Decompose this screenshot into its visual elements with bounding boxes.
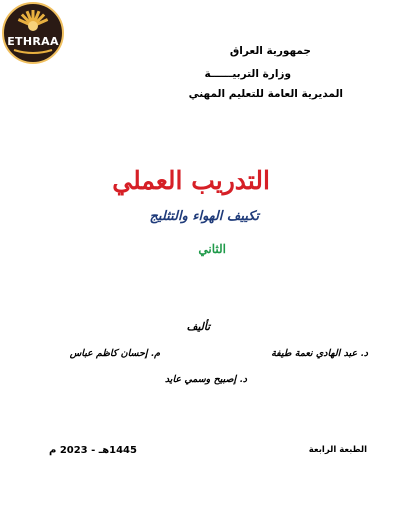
ministry-name: وزارة التربيــــــة	[204, 68, 291, 80]
book-subtitle: تكييف الهواء والتثليج	[149, 209, 259, 224]
country-name: جمهورية العراق	[229, 45, 311, 57]
sunburst-icon	[4, 4, 62, 62]
directorate-name: المديرية العامة للتعليم المهني	[188, 88, 343, 100]
logo-text: ETHRAA	[7, 35, 59, 48]
grade-level: الثاني	[198, 242, 226, 256]
book-title: التدريب العملي	[112, 166, 270, 195]
author-1: د. عبد الهادي نعمة طيفة	[271, 348, 368, 359]
ethraa-logo	[2, 2, 64, 64]
author-3: د. إصبيح وسمي عايد	[164, 374, 247, 385]
publication-year: 1445هـ - 2023 م	[49, 445, 137, 456]
author-2: م. إحسان كاظم عباس	[69, 348, 160, 359]
edition-label: الطبعة الرابعة	[308, 445, 367, 455]
authored-by-label: تأليف	[186, 321, 210, 333]
